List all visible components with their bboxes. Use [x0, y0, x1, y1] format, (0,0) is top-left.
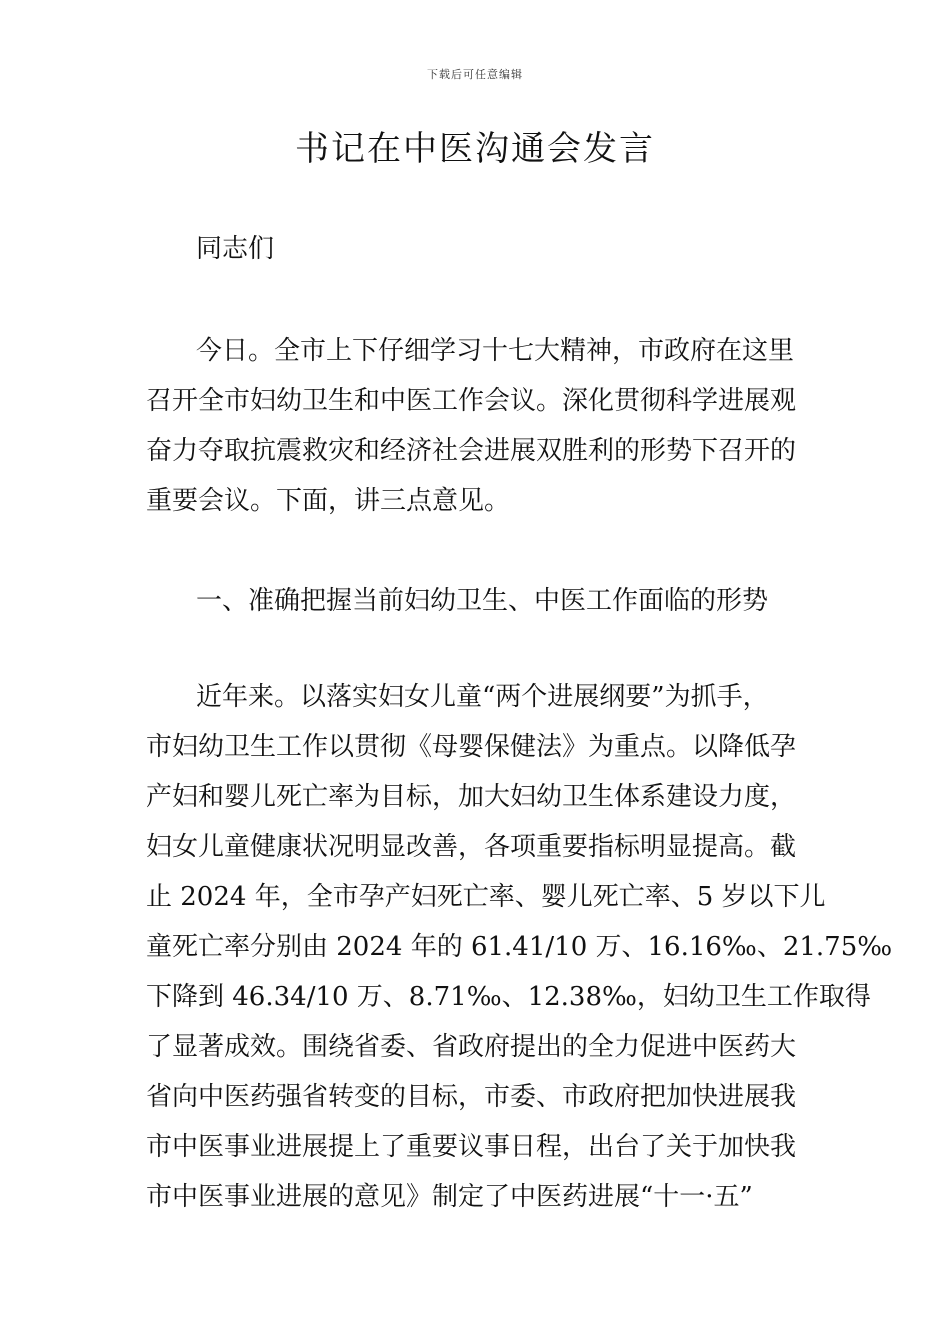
page-title: 书记在中医沟通会发言: [295, 129, 655, 169]
paragraph-line: 童死亡率分别由 2024 年的 61.41/10 万、16.16‰、21.75‰: [146, 932, 893, 962]
paragraph-line: 市中医事业进展的意见》制定了中医药进展“十一·五”: [146, 1182, 753, 1212]
paragraph-line: 省向中医药强省转变的目标，市委、市政府把加快进展我: [146, 1082, 797, 1112]
salutation: 同志们: [196, 234, 275, 264]
paragraph-line: 下降到 46.34/10 万、8.71‰、12.38‰，妇幼卫生工作取得: [146, 982, 871, 1012]
paragraph-line: 妇女儿童健康状况明显改善，各项重要指标明显提高。截: [146, 832, 797, 862]
paragraph-line: 了显著成效。围绕省委、省政府提出的全力促进中医药大: [146, 1032, 797, 1062]
paragraph-line: 市中医事业进展提上了重要议事日程，出台了关于加快我: [146, 1132, 797, 1162]
paragraph-line: 重要会议。下面，讲三点意见。: [146, 486, 511, 516]
header-note: 下载后可任意编辑: [427, 68, 523, 81]
paragraph-line: 召开全市妇幼卫生和中医工作会议。深化贯彻科学进展观: [146, 386, 797, 416]
paragraph-line: 奋力夺取抗震救灾和经济社会进展双胜利的形势下召开的: [146, 436, 797, 466]
paragraph-line: 近年来。以落实妇女儿童“两个进展纲要”为抓手，: [196, 682, 769, 712]
paragraph-1: [146, 326, 808, 526]
paragraph-2: [146, 672, 893, 1222]
paragraph-line: 今日。全市上下仔细学习十七大精神，市政府在这里: [196, 336, 795, 366]
section-heading-1: 一、准确把握当前妇幼卫生、中医工作面临的形势: [196, 586, 769, 616]
paragraph-line: 产妇和婴儿死亡率为目标，加大妇幼卫生体系建设力度，: [146, 782, 797, 812]
paragraph-line: 市妇幼卫生工作以贯彻《母婴保健法》为重点。以降低孕: [146, 732, 797, 762]
paragraph-line: 止 2024 年，全市孕产妇死亡率、婴儿死亡率、5 岁以下儿: [146, 882, 826, 912]
